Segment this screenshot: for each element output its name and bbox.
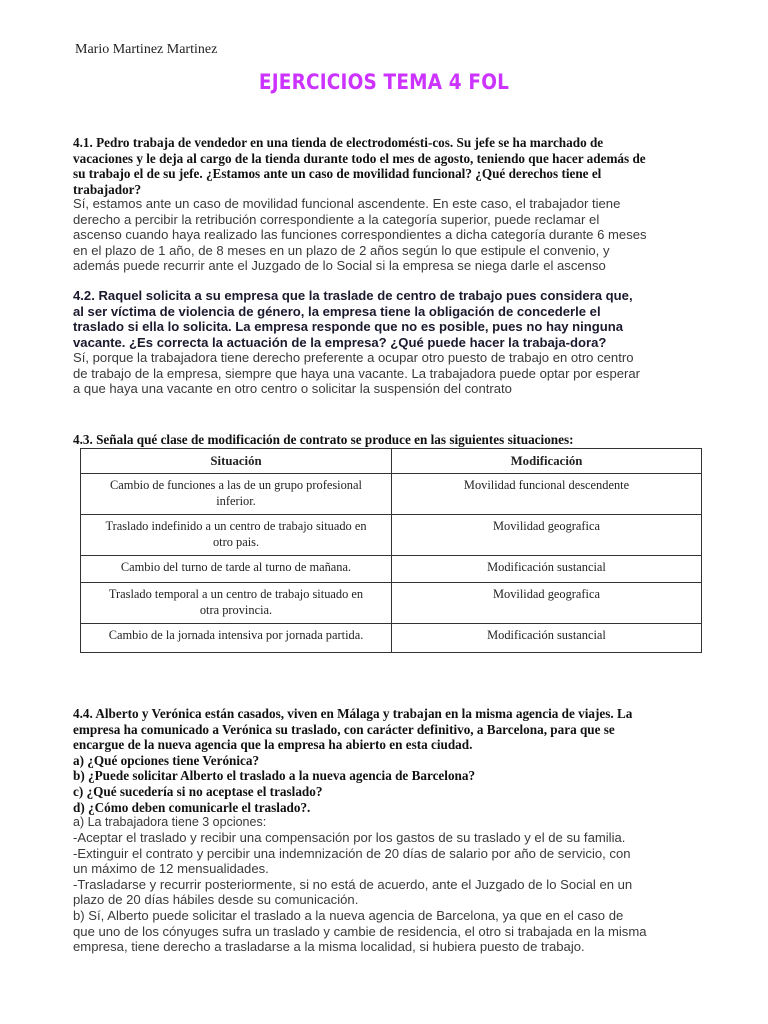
question-line: empresa ha comunicado a Verónica su traslado, con carácter definitivo, a Barcelona, para que se	[73, 721, 615, 737]
question-line: encargue de la nueva agencia que la empresa ha abierto en esta ciudad.	[73, 737, 473, 753]
answer-line: ascenso cuando haya realizado las funciones correspondientes a dicha categoría durante 6 meses	[73, 227, 647, 243]
cell-line: Traslado temporal a un centro de trabajo situado en	[108, 587, 364, 601]
question-line: traslado si ella lo solicita. La empresa responde que no es posible, pues no hay ninguna	[73, 319, 624, 335]
question-line: 4.4. Alberto y Verónica están casados, viven en Málaga y trabajan en la misma agencia de viajes. La	[73, 706, 633, 721]
situation-cell	[81, 583, 392, 624]
cell-line: otro pais.	[212, 535, 260, 549]
situation-cell	[81, 474, 392, 515]
answer-line: derecho a percibir la retribución correspondiente a la categoría superior, puede reclamar el	[73, 211, 600, 227]
subquestion-b: b) ¿Puede solicitar Alberto el traslado a la nueva agencia de Barcelona?	[73, 768, 476, 784]
cell-line: Cambio de la jornada intensiva por jornada partida.	[108, 628, 364, 642]
answer-line: empresa, tiene derecho a trasladarse a la misma localidad, si hubiera puesto de trabajo.	[73, 939, 585, 955]
situation-cell	[81, 515, 392, 556]
subquestion-d: d) ¿Cómo deben comunicarle el traslado?.	[73, 799, 311, 815]
answer-line: -Extinguir el contrato y percibir una indemnización de 20 días de salario por año de servicio, con	[73, 845, 631, 861]
cell-line: Cambio de funciones a las de un grupo profesional	[110, 478, 362, 492]
table-row	[81, 624, 702, 653]
modification-table	[80, 448, 702, 653]
answer-line: además puede recurrir ante el Juzgado de lo Social si la empresa se niega darle el ascenso	[73, 258, 606, 274]
question-line: 4.1. Pedro trabaja de vendedor en una tienda de electrodomésti-cos. Su jefe se ha marchado de	[73, 135, 604, 150]
situation-cell	[81, 624, 392, 653]
answer-line: de trabajo de la empresa, siempre que haya una vacante. La trabajadora puede optar por esperar	[73, 365, 641, 381]
table-row	[81, 583, 702, 624]
answer-line: Sí, porque la trabajadora tiene derecho preferente a ocupar otro puesto de trabajo en otro centro	[73, 350, 634, 365]
modification-cell: Modificación sustancial	[392, 624, 702, 653]
subquestion-c: c) ¿Qué sucedería si no aceptase el traslado?	[73, 783, 323, 799]
cell-line: Cambio del turno de tarde al turno de mañana.	[120, 560, 352, 574]
answer-line: plazo de 20 días hábiles desde su comunicación.	[73, 892, 359, 908]
cell-line: otra provincia.	[199, 603, 273, 617]
question-4-4	[73, 706, 695, 815]
question-4-3	[73, 432, 695, 448]
subquestion-a: a) ¿Qué opciones tiene Verónica?	[73, 752, 260, 768]
answer-line: un máximo de 12 mensualidades.	[73, 861, 269, 877]
modification-cell: Movilidad funcional descendente	[392, 474, 702, 515]
question-line: su trabajo el de su jefe. ¿Estamos ante un caso de movilidad funcional? ¿Qué derechos tiene el	[73, 166, 602, 182]
author-name: Mario Martinez Martinez	[75, 42, 218, 57]
question-4-2	[73, 288, 695, 350]
answer-line: Sí, estamos ante un caso de movilidad funcional ascendente. En este caso, el trabajador tiene	[73, 196, 621, 211]
answer-line: a que haya una vacante en otro centro o solicitar la suspensión del contrato	[73, 381, 512, 397]
question-4-1	[73, 135, 695, 197]
table-row	[81, 556, 702, 583]
table-row	[81, 474, 702, 515]
answer-4-1	[73, 196, 695, 274]
question-line: vacaciones y le deja al cargo de la tienda durante todo el mes de agosto, teniendo que hacer además de	[73, 150, 646, 166]
answer-line: -Aceptar el traslado y recibir una compensación por los gastos de su traslado y el de su familia.	[73, 830, 626, 845]
question-line: trabajador?	[73, 181, 142, 197]
table-header-row	[81, 449, 702, 474]
answer-line: -Trasladarse y recurrir posteriormente, si no está de acuerdo, ante el Juzgado de lo Social en un	[73, 876, 633, 892]
question-line: 4.3. Señala qué clase de modificación de contrato se produce en las siguientes situaciones:	[73, 432, 574, 447]
question-line: 4.2. Raquel solicita a su empresa que la traslade de centro de trabajo pues considera que,	[73, 288, 633, 303]
page-title: EJERCICIOS TEMA 4 FOL	[258, 70, 510, 94]
question-line: al ser víctima de violencia de género, la empresa tiene la obligación de concederle el	[73, 303, 601, 319]
situation-cell	[81, 556, 392, 583]
modification-cell: Movilidad geografica	[392, 583, 702, 624]
table-row	[81, 515, 702, 556]
answer-line: b) Sí, Alberto puede solicitar el traslado a la nueva agencia de Barcelona, ya que en el caso de	[73, 907, 624, 923]
modification-cell: Movilidad geografica	[392, 515, 702, 556]
question-line: vacante. ¿Es correcta la actuación de la empresa? ¿Qué puede hacer la trabaja-dora?	[73, 334, 607, 350]
answer-4-4-intro: a) La trabajadora tiene 3 opciones:	[73, 815, 267, 829]
modification-cell: Modificación sustancial	[392, 556, 702, 583]
answer-4-4	[73, 830, 695, 955]
column-header-situacion: Situación	[81, 449, 392, 474]
column-header-modificacion: Modificación	[392, 449, 702, 474]
cell-line: Traslado indefinido a un centro de trabajo situado en	[105, 519, 367, 533]
cell-line: inferior.	[216, 494, 256, 508]
answer-line: en el plazo de 1 año, de 8 meses en un plazo de 2 años según lo que estipule el convenio, y	[73, 242, 610, 258]
answer-4-2	[73, 350, 695, 397]
answer-line: que uno de los cónyuges sufra un traslado y cambie de residencia, el otro si trabajada en la misma	[73, 923, 647, 939]
